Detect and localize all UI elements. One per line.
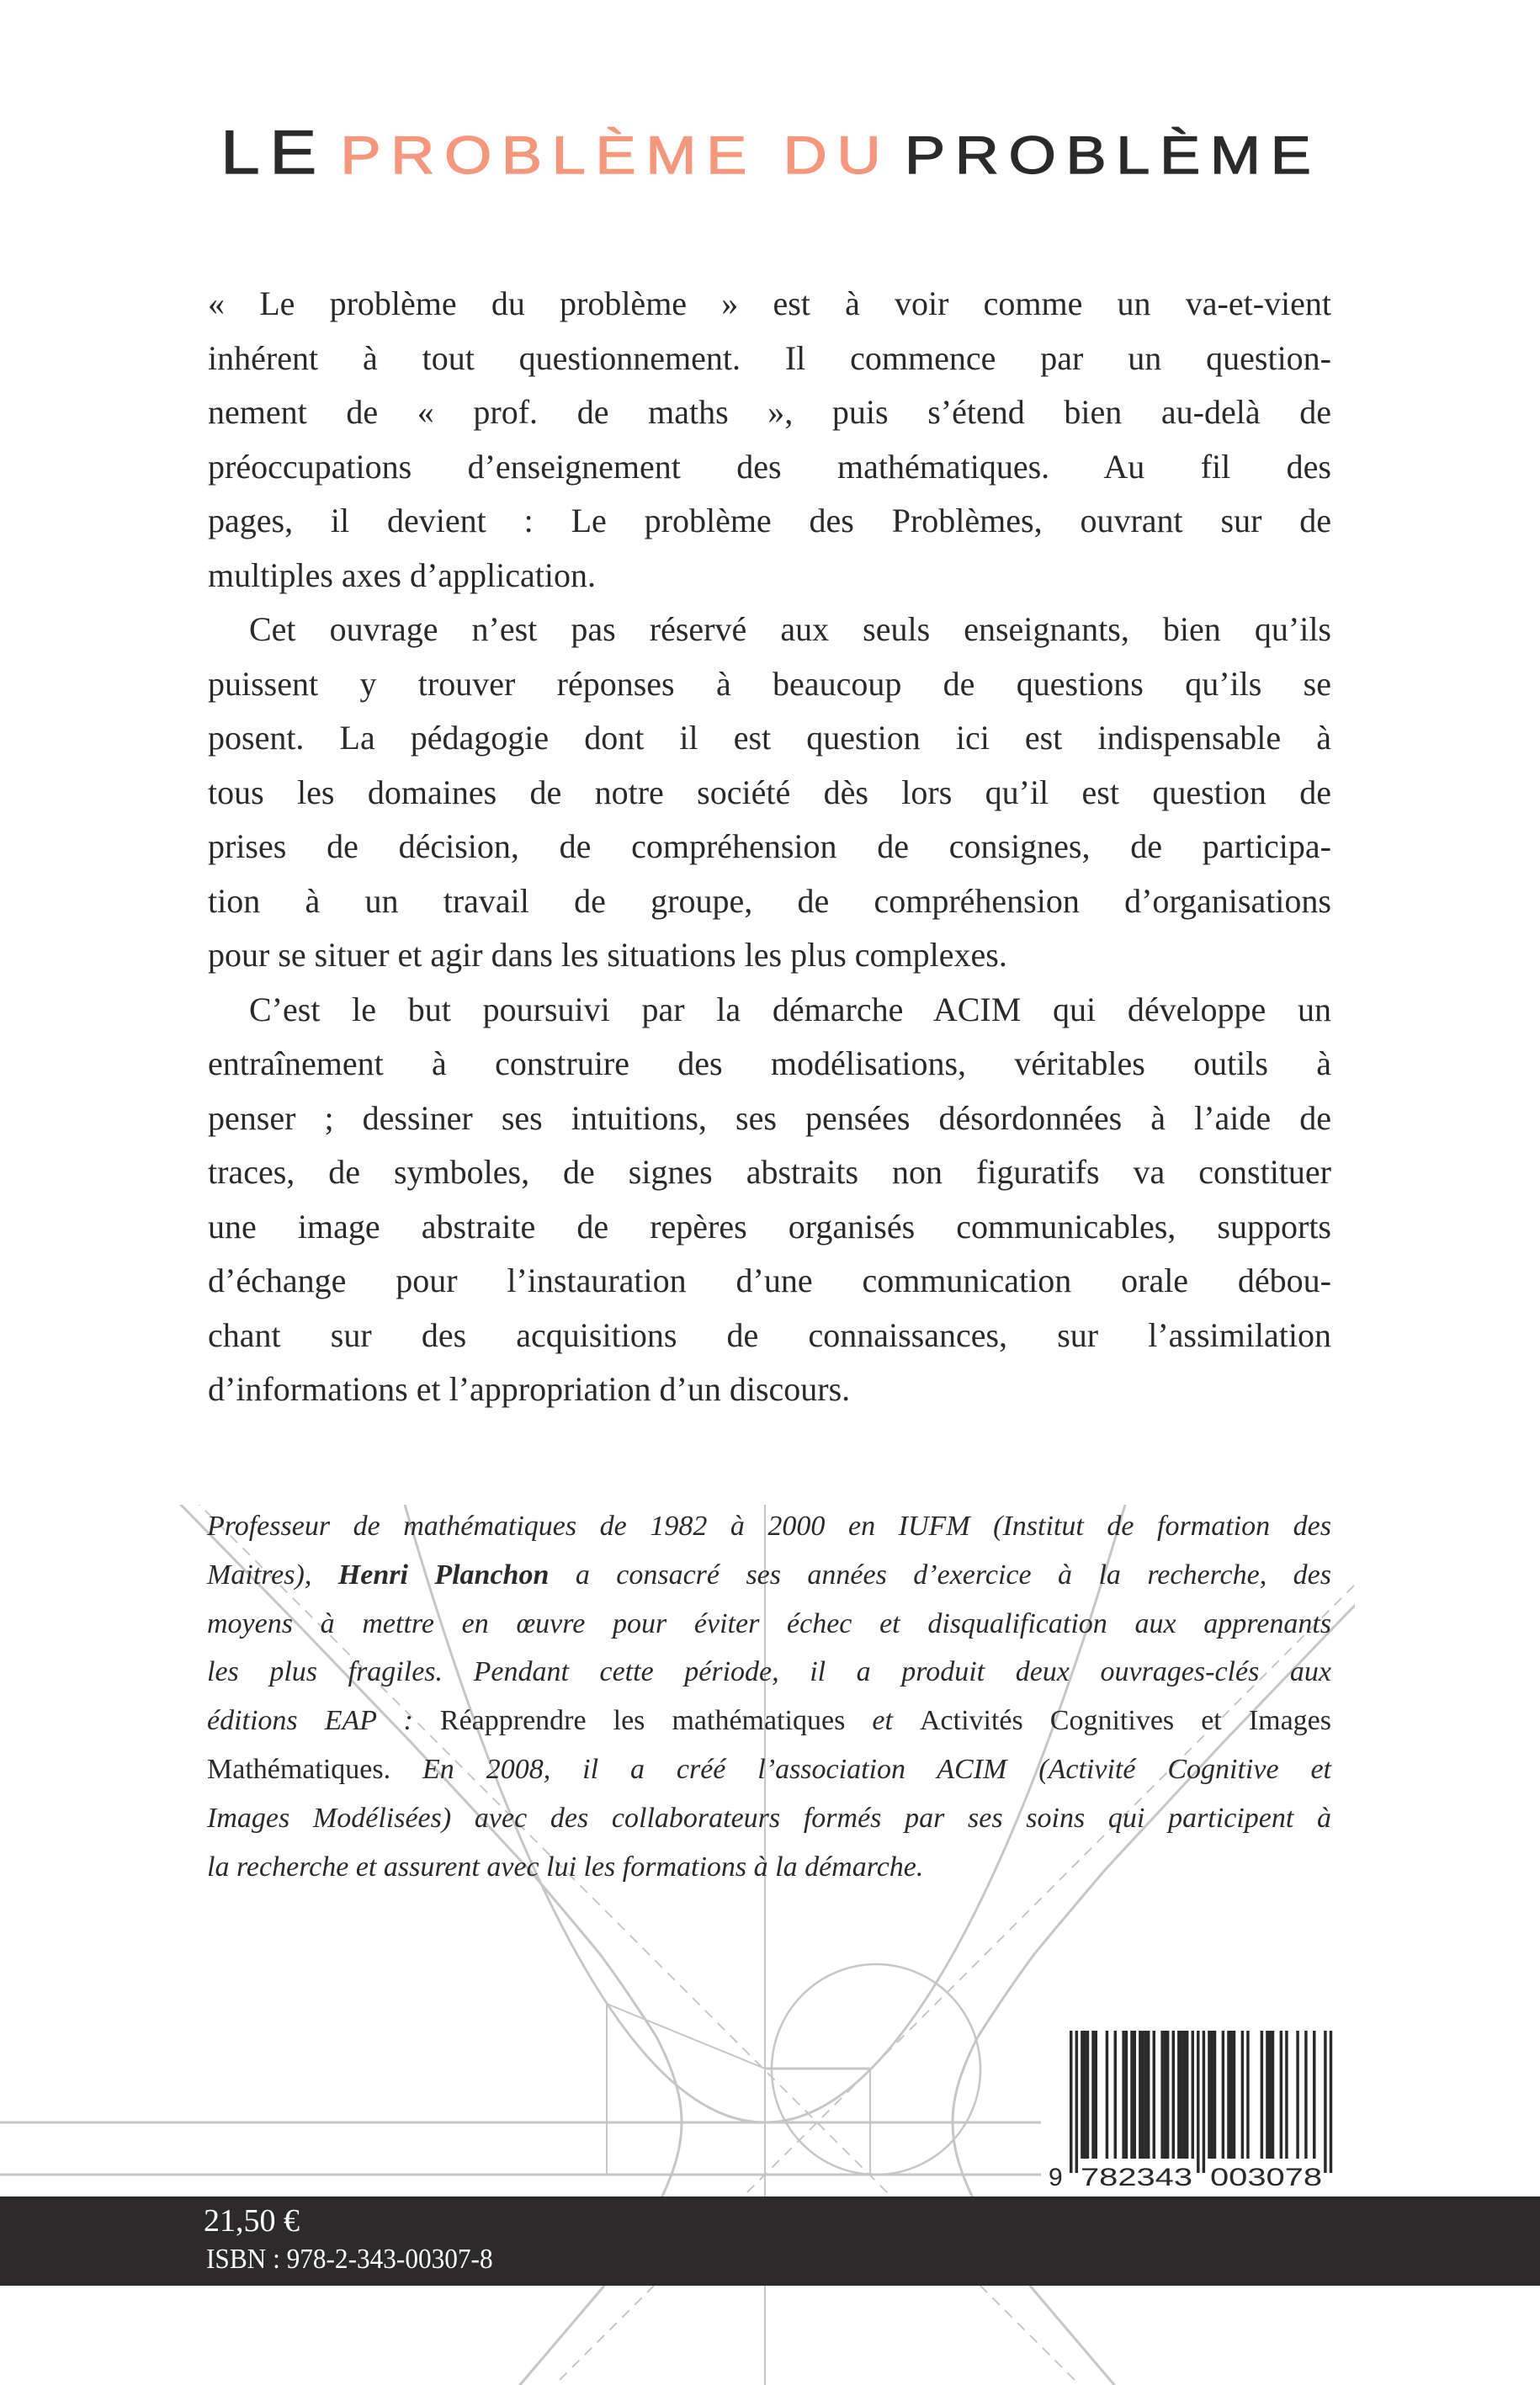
bio-line: Professeur de mathématiques de 1982 à 2000 en IUFM (Institut de formation des <box>207 1511 1331 1542</box>
text-line: nement de « prof. de maths », puis s’étend bien au-delà de <box>208 393 1331 431</box>
text-line: posent. La pédagogie dont il est question ici est indispensable à <box>208 719 1331 757</box>
author-name: Henri Planchon <box>337 1559 550 1591</box>
isbn-barcode <box>1043 2024 1346 2192</box>
text-line: Cet ouvrage n’est pas réservé aux seuls enseignants, bien qu’ils <box>249 610 1331 648</box>
book-title-2-end: Mathématiques. <box>207 1753 391 1785</box>
book-description <box>208 277 1331 1417</box>
text-line: une image abstraite de repères organisés communicables, supports <box>208 1207 1331 1246</box>
text-line: prises de décision, de compréhension de consignes, de participa- <box>208 827 1331 865</box>
text-line: penser ; dessiner ses intuitions, ses pensées désordonnées à l’aide de <box>208 1098 1331 1137</box>
bio-line: Maitres), Henri Planchon a consacré ses années d’exercice à la recherche, des <box>207 1559 1331 1591</box>
text-line: préoccupations d’enseignement des mathématiques. Au fil des <box>208 447 1331 486</box>
bio-line: les plus fragiles. Pendant cette période, il a produit deux ouvrages-clés aux <box>207 1656 1331 1688</box>
title-word-le: LE <box>220 119 327 187</box>
bio-line: moyens à mettre en œuvre pour éviter échec et disqualification aux apprenants <box>207 1607 1331 1639</box>
barcode-first-digit: 9 <box>1049 2164 1063 2191</box>
title-word-probleme-du: PROBLÈME DU <box>340 126 891 185</box>
text-line: tous les domaines de notre société dès lors qu’il est question de <box>208 773 1331 811</box>
book-title <box>220 118 1320 194</box>
text-line: C’est le but poursuivi par la démarche ACIM qui développe un <box>249 990 1331 1028</box>
bio-line: la recherche et assurent avec lui les formations à la démarche. <box>207 1851 924 1883</box>
barcode-left-digits: 782343 <box>1081 2164 1192 2191</box>
text-line: tion à un travail de groupe, de compréhension d’organisations <box>208 881 1331 920</box>
text-line: d’informations et l’appropriation d’un discours. <box>208 1370 851 1408</box>
isbn-label: ISBN : 978-2-343-00307-8 <box>206 2244 493 2275</box>
book-title-1: Réapprendre les mathématiques <box>439 1705 846 1737</box>
bio-line: Images Modélisées) avec des collaborateurs formés par ses soins qui participent à <box>207 1802 1331 1834</box>
text-line: pour se situer et agir dans les situations les plus complexes. <box>208 936 1007 974</box>
barcode-right-digits: 003078 <box>1210 2164 1322 2191</box>
text-line: chant sur des acquisitions de connaissances, sur l’assimilation <box>208 1315 1331 1354</box>
description-paragraph-2 <box>208 603 1331 983</box>
text-line: multiples axes d’application. <box>208 555 596 594</box>
bio-line: éditions EAP : Réapprendre les mathématiques et Activités Cognitives et Images <box>207 1705 1331 1737</box>
author-bio <box>207 1502 1331 1891</box>
description-paragraph-3 <box>208 983 1331 1417</box>
title-word-probleme: PROBLÈME <box>904 126 1321 185</box>
text-line: d’échange pour l’instauration d’une communication orale débou- <box>208 1262 1331 1299</box>
book-title-2: Activités Cognitives et Images <box>919 1705 1331 1737</box>
text-line: traces, de symboles, de signes abstraits non figuratifs va constituer <box>208 1153 1331 1191</box>
barcode-bars <box>1043 2024 1346 2192</box>
text-line: « Le problème du problème » est à voir comme un va-et-vient <box>208 284 1331 322</box>
text-line: inhérent à tout questionnement. Il commence par un question- <box>208 338 1331 377</box>
text-line: entraînement à construire des modélisations, véritables outils à <box>208 1044 1331 1082</box>
text-line: puissent y trouver réponses à beaucoup de questions qu’ils se <box>208 664 1331 703</box>
description-paragraph-1 <box>208 277 1331 603</box>
price-label: 21,50 € <box>204 2203 300 2239</box>
bio-line: Mathématiques. En 2008, il a créé l’association ACIM (Activité Cognitive et <box>207 1753 1331 1785</box>
text-line: pages, il devient : Le problème des Problèmes, ouvrant sur de <box>208 502 1331 539</box>
